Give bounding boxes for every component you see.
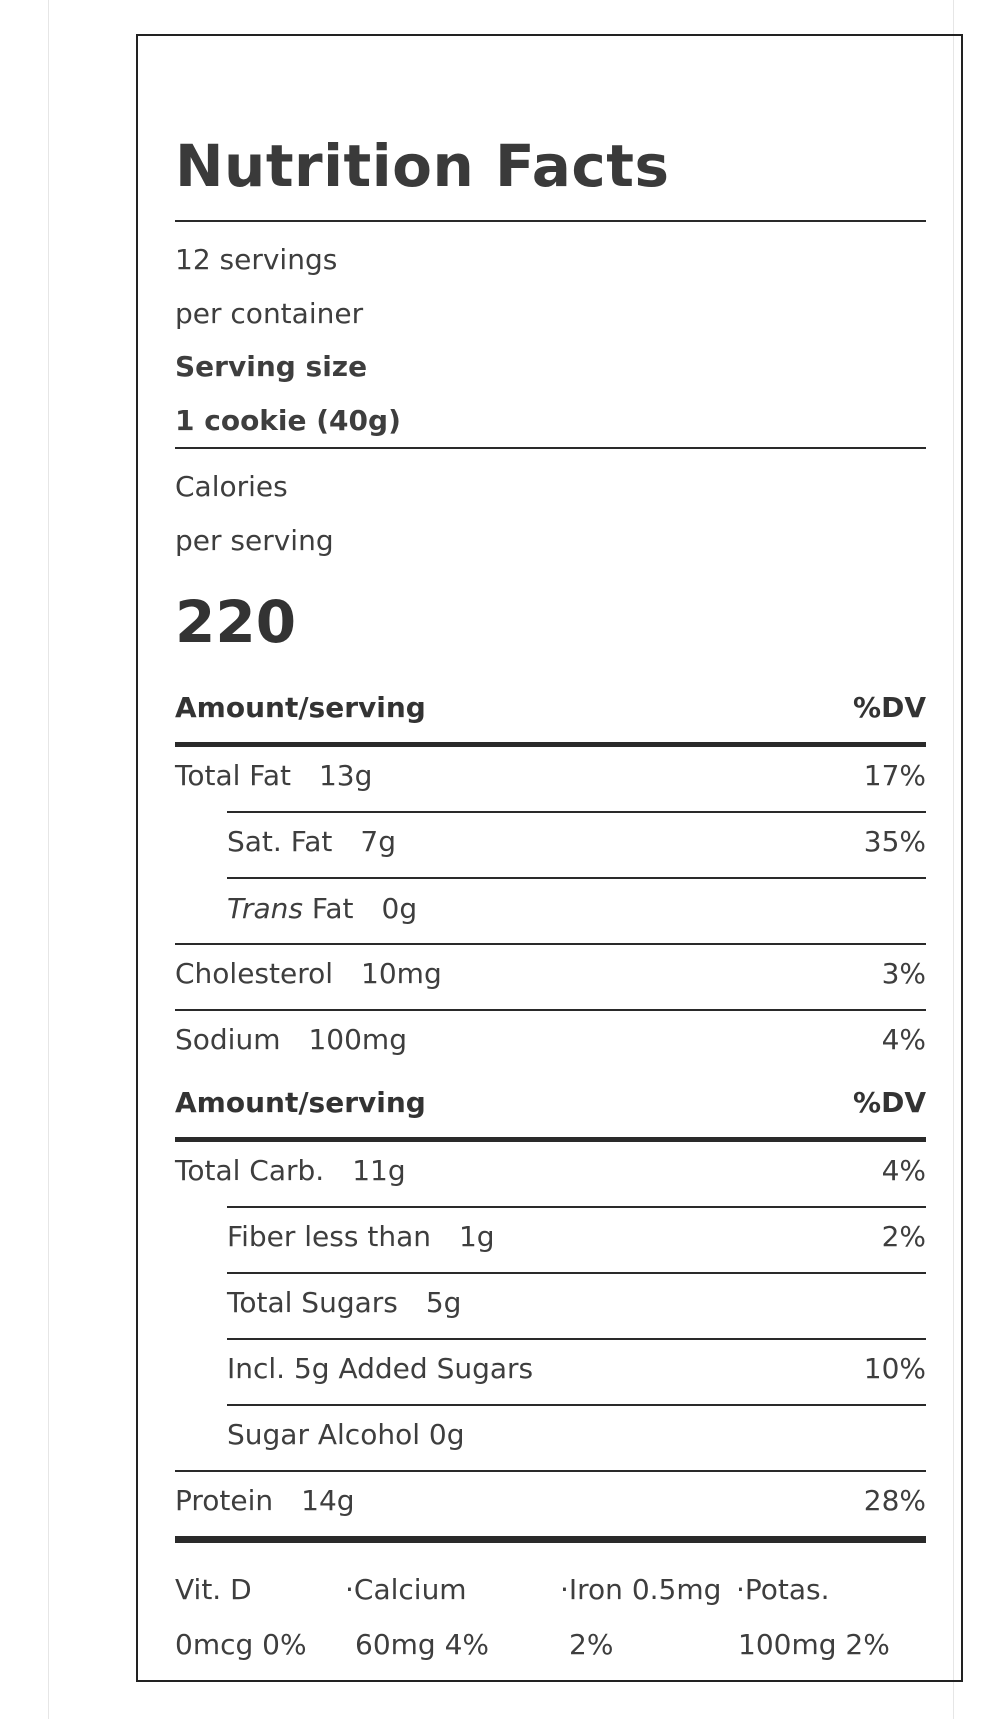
nutrient-dv: 3% [881, 957, 926, 990]
row-divider [227, 811, 926, 813]
iron-value: 2% [569, 1628, 614, 1661]
nutrient-row-fiber [175, 1220, 926, 1260]
amount-header [175, 1086, 926, 1126]
potassium-value: 100mg 2% [738, 1628, 890, 1661]
nutrient-name: Incl. 5g Added Sugars [227, 1352, 534, 1385]
nutrient-name: Sodium [175, 1023, 281, 1056]
thick-divider [175, 742, 926, 747]
nutrient-name: Fat [302, 892, 354, 925]
nutrient-row-total-carb [175, 1154, 926, 1194]
nutrient-name: Total Fat [175, 759, 291, 792]
nutrient-name: Protein [175, 1484, 274, 1517]
nutrient-amount: 10mg [361, 957, 442, 990]
row-divider [175, 1009, 926, 1011]
calories-value: 220 [175, 588, 297, 656]
nutrient-name-italic: Trans [227, 892, 303, 925]
nutrient-name: Total Sugars [227, 1286, 398, 1319]
thick-divider [175, 1137, 926, 1142]
serving-size-value: 1 cookie (40g) [175, 404, 401, 437]
nutrient-amount: 1g [458, 1220, 495, 1253]
nutrient-name: Total Carb. [175, 1154, 325, 1187]
nutrient-name: Sat. Fat [227, 825, 333, 858]
calories-label: Calories [175, 470, 288, 503]
nutrition-label [136, 34, 963, 1682]
row-divider [175, 1470, 926, 1472]
amount-header-label: Amount/serving [175, 691, 426, 724]
dv-header-label: %DV [853, 691, 926, 724]
nutrient-name: Cholesterol [175, 957, 334, 990]
servings-per-container-line1: 12 servings [175, 243, 338, 276]
amount-header [175, 691, 926, 731]
nutrient-amount: 14g [301, 1484, 355, 1517]
nutrient-row-total-sugars [175, 1286, 926, 1326]
row-divider [227, 877, 926, 879]
servings-per-container-line2: per container [175, 297, 364, 330]
nutrient-dv: 4% [881, 1023, 926, 1056]
nutrient-row-sugar-alcohol [175, 1418, 926, 1458]
nutrient-name: Sugar Alcohol 0g [227, 1418, 465, 1451]
dv-header-label: %DV [853, 1086, 926, 1119]
vitamin-d-label: Vit. D [175, 1573, 252, 1606]
nutrient-row-total-fat [175, 759, 926, 799]
thick-divider [175, 1536, 926, 1543]
iron-label: ·Iron 0.5mg [560, 1573, 722, 1606]
nutrient-dv: 35% [863, 825, 926, 858]
amount-header-label: Amount/serving [175, 1086, 426, 1119]
potassium-label: ·Potas. [736, 1573, 830, 1606]
nutrient-amount: 11g [352, 1154, 406, 1187]
calcium-label: ·Calcium [345, 1573, 467, 1606]
title-divider [175, 220, 926, 222]
nutrient-name: Fiber less than [227, 1220, 431, 1253]
nutrient-amount: 13g [318, 759, 373, 792]
serving-divider [175, 447, 926, 449]
nutrient-amount: 7g [360, 825, 396, 858]
nutrient-row-added-sugars [175, 1352, 926, 1392]
row-divider [227, 1404, 926, 1406]
nutrient-dv: 17% [863, 759, 926, 792]
nutrient-dv: 2% [881, 1220, 926, 1253]
nutrient-amount: 5g [425, 1286, 462, 1319]
page-background [48, 0, 954, 1719]
nutrient-dv: 4% [881, 1154, 926, 1187]
vitamin-d-value: 0mcg 0% [175, 1628, 307, 1661]
row-divider [227, 1338, 926, 1340]
nutrient-amount: 0g [381, 892, 418, 925]
calories-per-serving-label: per serving [175, 524, 334, 557]
nutrient-row-cholesterol [175, 957, 926, 997]
nutrient-amount: 100mg [308, 1023, 407, 1056]
nutrient-dv: 28% [863, 1484, 926, 1517]
label-title: Nutrition Facts [175, 132, 670, 200]
calcium-value: 60mg 4% [355, 1628, 489, 1661]
nutrient-row-trans-fat [175, 892, 926, 932]
nutrient-row-sodium [175, 1023, 926, 1063]
nutrient-row-protein [175, 1484, 926, 1524]
row-divider [227, 1206, 926, 1208]
row-divider [175, 943, 926, 945]
nutrient-row-sat-fat [175, 825, 926, 865]
nutrient-dv: 10% [863, 1352, 926, 1385]
row-divider [227, 1272, 926, 1274]
serving-size-label: Serving size [175, 350, 368, 383]
